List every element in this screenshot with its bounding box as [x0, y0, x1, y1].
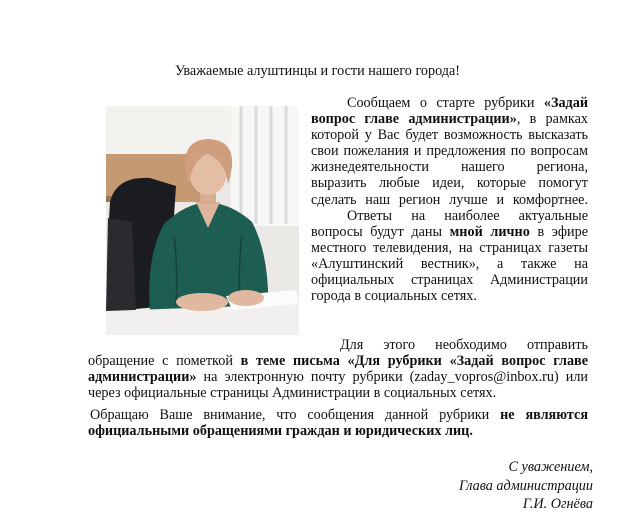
para3-subject-line: в теме письма «Для рубрики «Задай вопрос главе администрации»	[88, 353, 589, 386]
signature-block	[459, 458, 593, 514]
para1-rubric-name: «Задай вопрос главе администрации»	[311, 95, 588, 128]
para3-part-a: Для этого необходимо отправить обращение с пометкой	[88, 337, 588, 370]
signature-position: Глава администрации	[458, 477, 593, 494]
official-portrait-photo	[106, 106, 299, 335]
para4-part-a: Обращаю Ваше внимание, что сообщения данной рубрики	[90, 407, 501, 424]
para3-part-b: на электронную почту рубрики (zaday_vopros@inbox.ru) или через официальные страницы Администрации в социальных сетях.	[88, 369, 588, 402]
letter-full-width-block	[88, 337, 588, 440]
para1-text: , в рамках которой у Вас будет возможность высказать свои пожелания и предложения по вопросам жизнедеятельности нашего региона, выразить любые идеи, которые помогут сделать наш регион лучше и комфортнее.	[311, 111, 588, 208]
letter-right-column	[311, 95, 588, 304]
signature-name: Г.И. Огнёва	[522, 496, 593, 512]
para4-bold: не являются официальными обращениями граждан и юридических лиц.	[88, 407, 588, 440]
para2-part-b: в эфире местного телевидения, на страницах газеты «Алуштинский вестник», а также на официальных страницах Администрации города в социальных сетях.	[311, 223, 588, 305]
para1-intro: Сообщаем о старте рубрики	[347, 95, 544, 111]
para2-text	[311, 208, 588, 305]
para2-personally: мной лично	[449, 223, 530, 240]
portrait-illustration	[106, 106, 299, 335]
para2-part-a: Ответы на наиболее актуальные вопросы будут даны	[311, 207, 588, 240]
para3-text	[88, 337, 588, 401]
para4-text	[88, 407, 588, 439]
letter-greeting: Уважаемые алуштинцы и гости нашего города!	[174, 63, 461, 79]
para1-line1	[311, 95, 588, 208]
signature-closing: С уважением,	[508, 459, 593, 475]
